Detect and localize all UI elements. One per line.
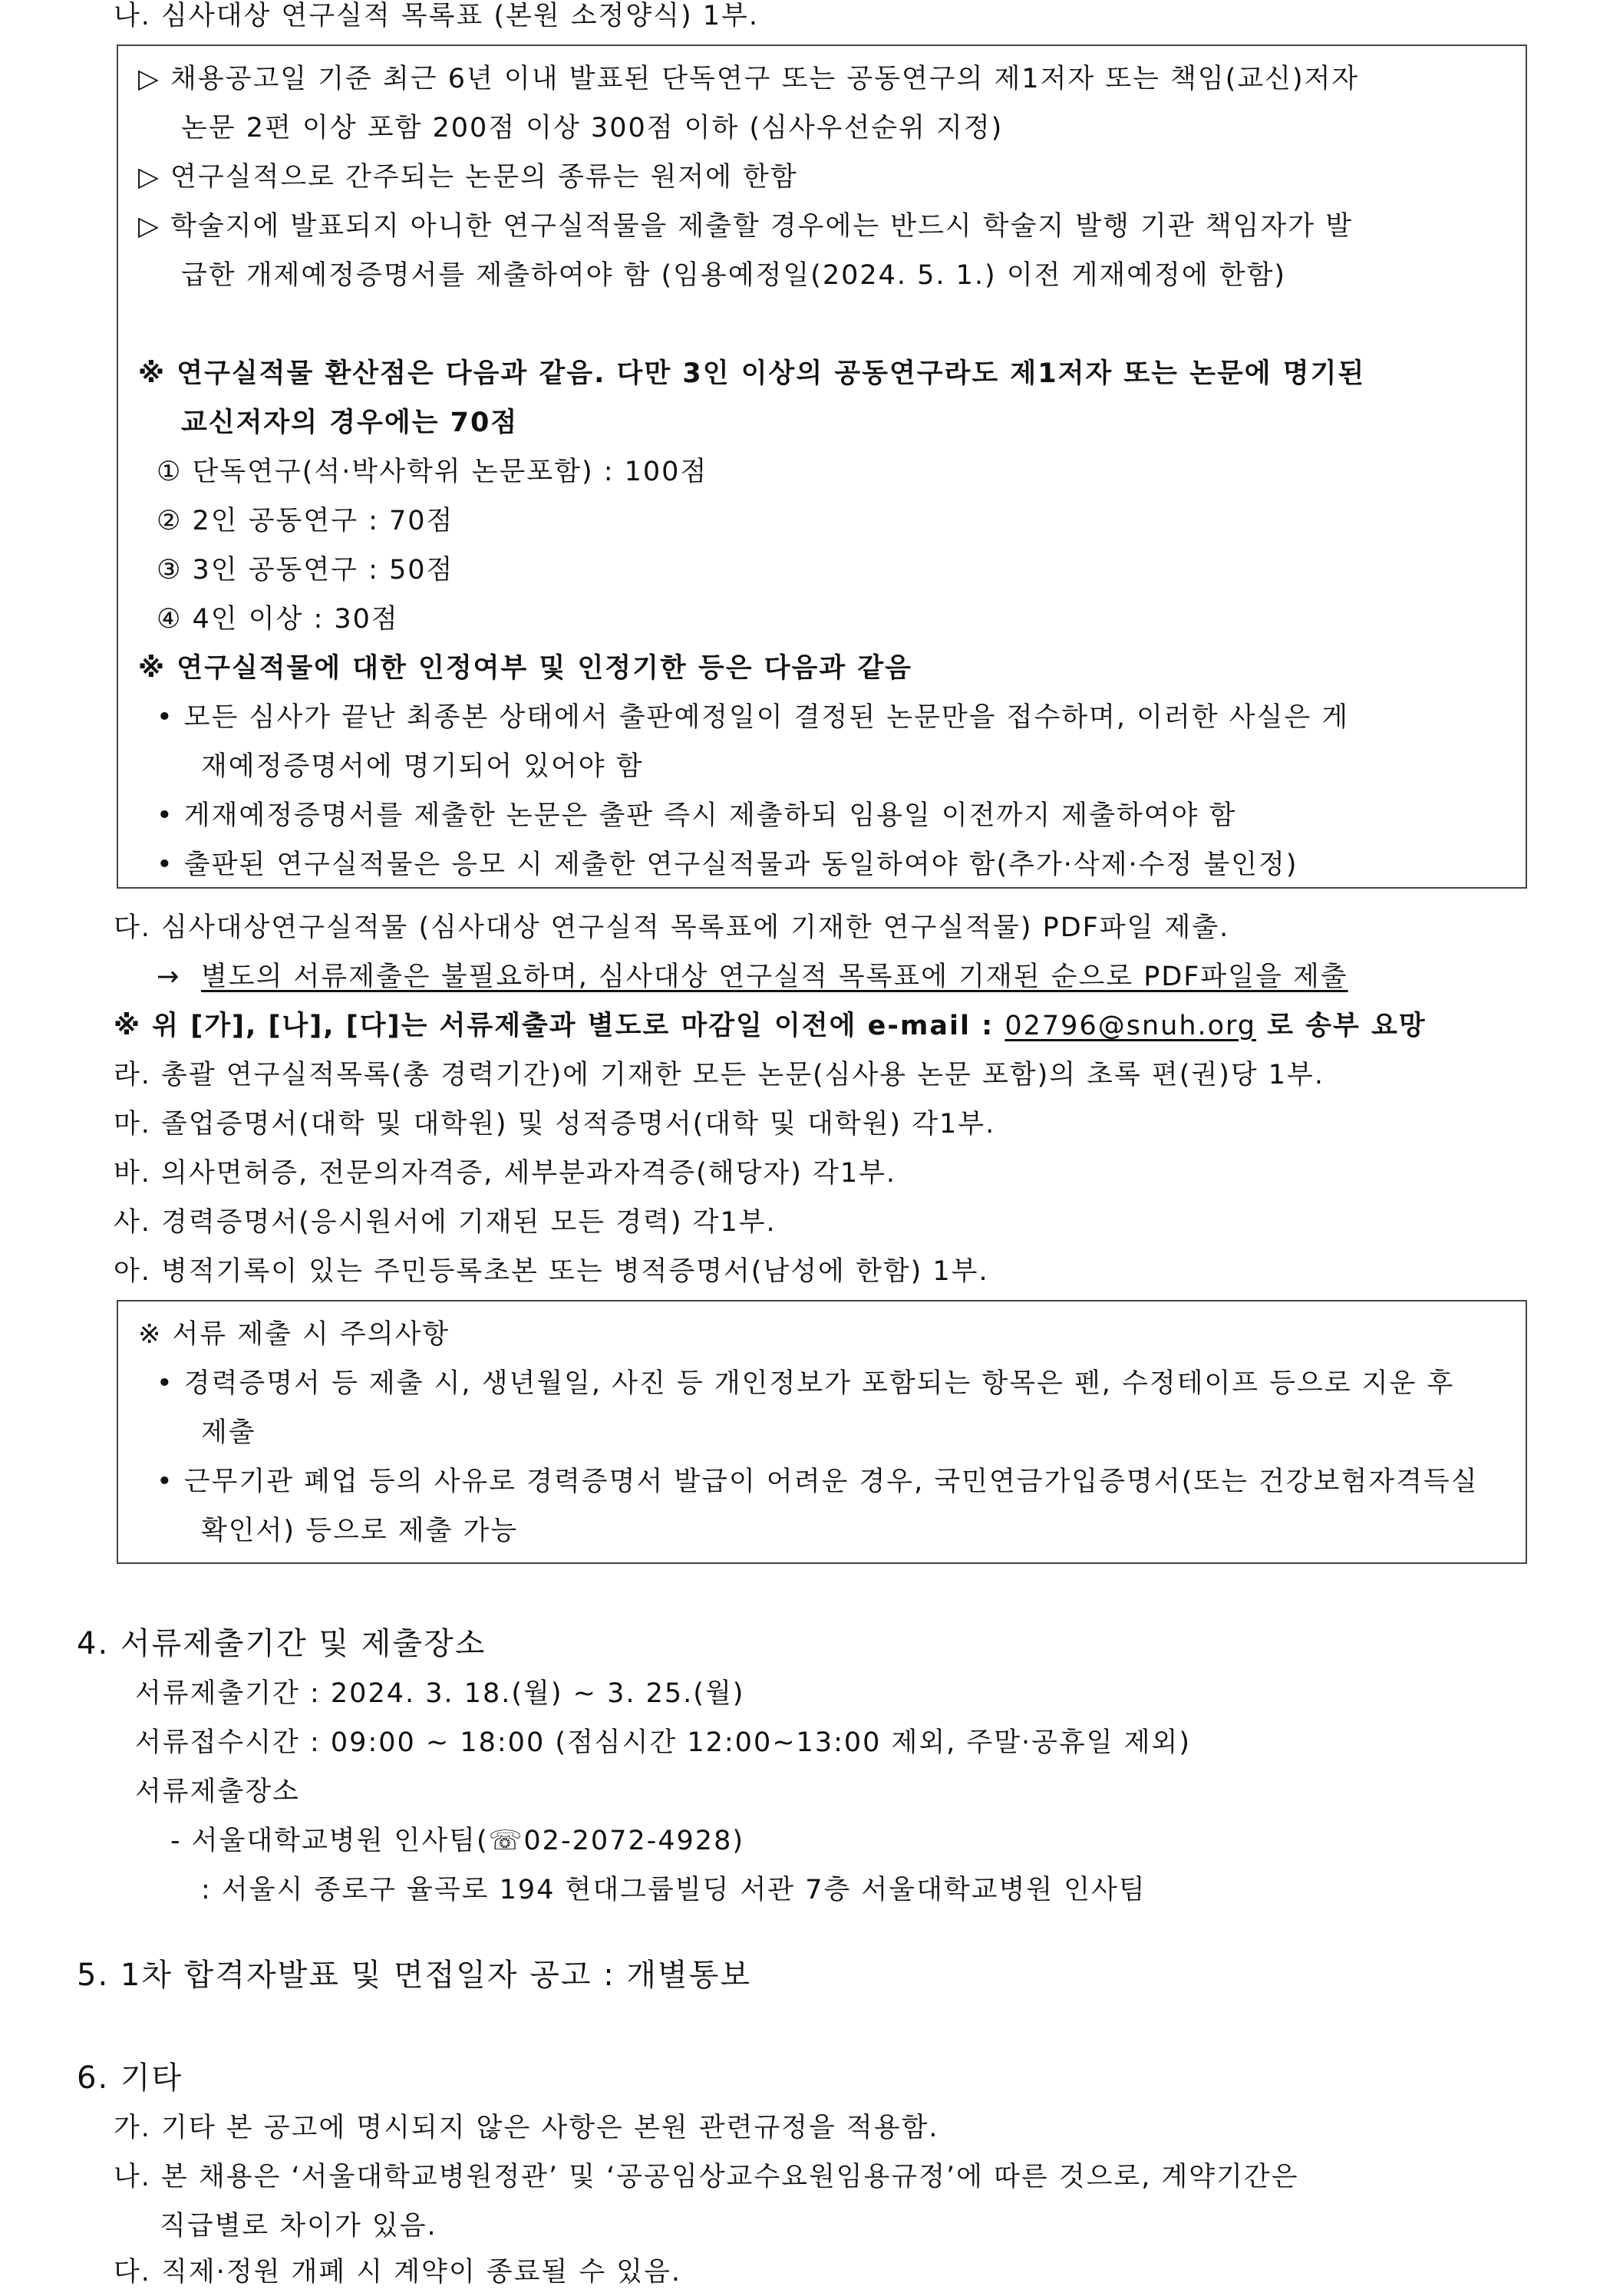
criteria-bullet-1: ▷ 채용공고일 기준 최근 6년 이내 발표된 단독연구 또는 공동연구의 제1저자 또는 책임(교신)저자	[138, 64, 1360, 94]
etc-item-da: 다. 직제·정원 개폐 시 계약이 종료될 수 있음.	[114, 2257, 682, 2288]
recognition-bullet-3: • 출판된 연구실적물은 응모 시 제출한 연구실적물과 동일하여야 함(추가·삭제·수정 불인정)	[157, 849, 1298, 880]
section-5-heading: 5. 1차 합격자발표 및 면접일자 공고 : 개별통보	[77, 1958, 751, 1993]
submission-place-address: : 서울시 종로구 율곡로 194 현대그룹빌딩 서관 7층 서울대학교병원 인사팀	[201, 1875, 1146, 1905]
score-item-2: ② 2인 공동연구 : 70점	[157, 506, 454, 536]
score-item-3: ③ 3인 공동연구 : 50점	[157, 555, 454, 586]
recognition-bullet-2: • 게재예정증명서를 제출한 논문은 출판 즉시 제출하되 임용일 이전까지 제출하여야 함	[157, 800, 1237, 831]
email-note-post: 로 송부 요망	[1256, 1011, 1427, 1041]
submission-place-org: - 서울대학교병원 인사팀(☏02-2072-4928)	[170, 1826, 744, 1856]
item-na: 나. 심사대상 연구실적 목록표 (본원 소정양식) 1부.	[114, 1, 759, 31]
caution-bullet-2-cont: 확인서) 등으로 제출 가능	[201, 1516, 519, 1546]
criteria-bullet-3: ▷ 학술지에 발표되지 아니한 연구실적물을 제출할 경우에는 반드시 학술지 발행 기관 책임자가 발	[138, 211, 1354, 242]
criteria-bullet-1-cont: 논문 2편 이상 포함 200점 이상 300점 이하 (심사우선순위 지정)	[181, 113, 1004, 144]
item-da-sub: 별도의 서류제출은 불필요하며, 심사대상 연구실적 목록표에 기재된 순으로 PDF파일을 제출	[201, 962, 1348, 992]
caution-bullet-1: • 경력증명서 등 제출 시, 생년월일, 사진 등 개인정보가 포함되는 항목은 펜, 수정테이프 등으로 지운 후	[157, 1368, 1455, 1399]
email-note	[114, 1010, 1427, 1042]
section-4-heading: 4. 서류제출기간 및 제출장소	[77, 1626, 487, 1661]
etc-item-ga: 가. 기타 본 공고에 명시되지 않은 사항은 본원 관련규정을 적용함.	[114, 2113, 939, 2143]
score-item-1: ① 단독연구(석·박사학위 논문포함) : 100점	[157, 457, 708, 487]
item-sa: 사. 경력증명서(응시원서에 기재된 모든 경력) 각1부.	[114, 1207, 777, 1238]
criteria-bullet-3-cont: 급한 개제예정증명서를 제출하여야 함 (임용예정일(2024. 5. 1.) 이전 게재예정에 한함)	[181, 260, 1287, 291]
email-link[interactable]: 02796@snuh.org	[1004, 1011, 1257, 1041]
recognition-note: ※ 연구실적물에 대한 인정여부 및 인정기한 등은 다음과 같음	[138, 653, 912, 684]
etc-item-na: 나. 본 채용은 ‘서울대학교병원정관’ 및 ‘공공임상교수요원임용규정’에 따른 것으로, 계약기간은	[114, 2162, 1299, 2192]
caution-title: ※ 서류 제출 시 주의사항	[138, 1319, 450, 1350]
item-da: 다. 심사대상연구실적물 (심사대상 연구실적 목록표에 기재한 연구실적물) PDF파일 제출.	[114, 912, 1230, 943]
submission-period: 서류제출기간 : 2024. 3. 18.(월) ~ 3. 25.(월)	[135, 1678, 745, 1709]
score-item-4: ④ 4인 이상 : 30점	[157, 604, 399, 635]
recognition-bullet-1: • 모든 심사가 끝난 최종본 상태에서 출판예정일이 결정된 논문만을 접수하며, 이러한 사실은 게	[157, 702, 1350, 733]
criteria-bullet-2: ▷ 연구실적으로 간주되는 논문의 종류는 원저에 한함	[138, 162, 798, 193]
item-ba: 바. 의사면허증, 전문의자격증, 세부분과자격증(해당자) 각1부.	[114, 1158, 897, 1189]
email-note-pre: ※ 위 [가], [나], [다]는 서류제출과 별도로 마감일 이전에 e-mail :	[114, 1011, 1005, 1041]
score-note: ※ 연구실적물 환산점은 다음과 같음. 다만 3인 이상의 공동연구라도 제1저자 또는 논문에 명기된	[138, 358, 1366, 389]
score-note-cont: 교신저자의 경우에는 70점	[181, 407, 519, 438]
caution-bullet-2: • 근무기관 폐업 등의 사유로 경력증명서 발급이 어려운 경우, 국민연금가입증명서(또는 건강보험자격득실	[157, 1466, 1479, 1497]
section-6-heading: 6. 기타	[77, 2060, 183, 2096]
submission-place-label: 서류제출장소	[135, 1776, 300, 1807]
item-ma: 마. 졸업증명서(대학 및 대학원) 및 성적증명서(대학 및 대학원) 각1부.	[114, 1109, 996, 1140]
item-a: 아. 병적기록이 있는 주민등록초본 또는 병적증명서(남성에 한함) 1부.	[114, 1256, 989, 1287]
caution-bullet-1-cont: 제출	[201, 1417, 256, 1448]
recognition-bullet-1-cont: 재예정증명서에 명기되어 있어야 함	[201, 751, 644, 782]
submission-hours: 서류접수시간 : 09:00 ~ 18:00 (점심시간 12:00~13:00 제외, 주말·공휴일 제외)	[135, 1727, 1191, 1758]
item-da-arrow: →	[157, 962, 181, 992]
item-ra: 라. 총괄 연구실적목록(총 경력기간)에 기재한 모든 논문(심사용 논문 포함)의 초록 편(권)당 1부.	[114, 1060, 1324, 1090]
etc-item-na-cont: 직급별로 차이가 있음.	[160, 2211, 437, 2242]
